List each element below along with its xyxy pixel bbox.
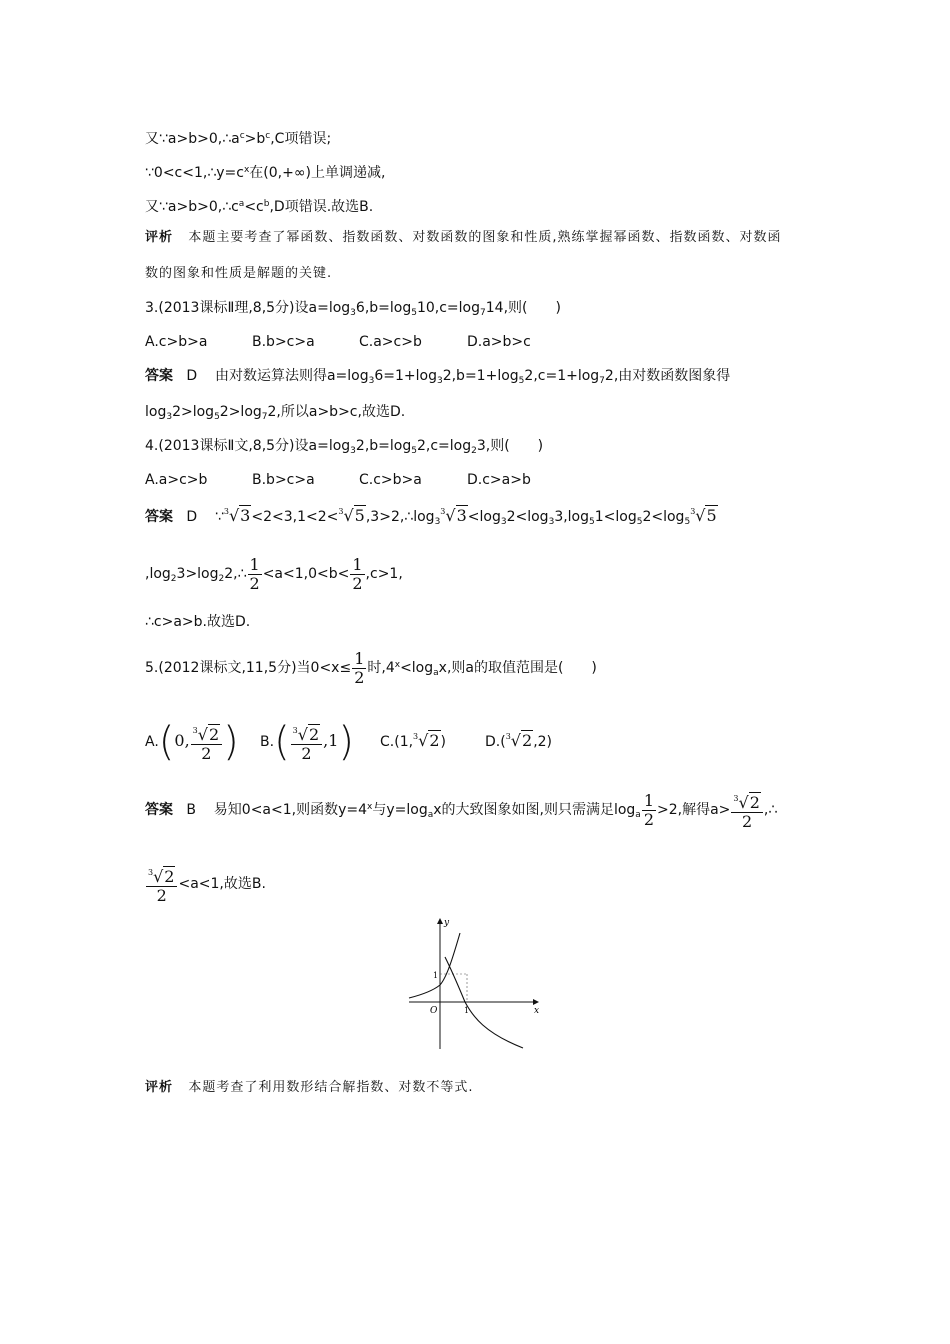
question-4-options: A.a>c>b B.b>c>a C.c>b>a D.c>a>b bbox=[145, 472, 531, 488]
fraction: $\frac{1}{2}$ bbox=[352, 554, 363, 593]
fraction: $\frac{1}{2}$ bbox=[354, 648, 365, 687]
question-4: 4.(2013课标Ⅱ文,8,5分)设$a=\log_32,b=\log_52,c=\log_23$,则( ) bbox=[145, 438, 544, 456]
cube-root: $^3$√5 bbox=[690, 506, 717, 525]
cube-root: $^3$√3 bbox=[223, 506, 251, 525]
exp-curve bbox=[409, 933, 460, 998]
x-label: x bbox=[534, 1006, 540, 1016]
question-3-options: A.c>b>a B.b>c>a C.a>c>b D.a>b>c bbox=[145, 334, 531, 350]
answer-3: 答案 D 由对数运算法则得$a=\log_36=1+\log_32,b=1+\log_52,c=1+\log_72$,由对数函数图象得 bbox=[145, 368, 731, 386]
cube-root: $^3$√3 bbox=[440, 506, 467, 525]
answer-4: 答案 D $\because^3√3<2<3,1<2<^3√5,3>2,\therefore\log_3^3√3<\log_32<\log_33,\log_51<\log_52<\log_5^3√5$ bbox=[145, 506, 717, 527]
fraction: $\frac{^3√2}{2}$ bbox=[146, 864, 177, 905]
x-tick-1: 1 bbox=[464, 1006, 470, 1015]
origin-label: O bbox=[430, 1006, 438, 1016]
option-d: D.($^3$√2,2) bbox=[485, 731, 553, 750]
question-5-options bbox=[145, 712, 552, 767]
fraction: $\frac{^3√2}{2}$ bbox=[731, 790, 762, 831]
analysis-block-cont: 数的图象和性质是解题的关键. bbox=[145, 266, 333, 281]
text-line: $\because 0<c<1,\therefore y=c^x$在(0,+∞)上单调递减, bbox=[145, 165, 386, 181]
answer-5: 答案 B 易知0<a<1,则函数$y=4^x$与$y=\log_ax$的大致图象如图,则只需满足$\log_a$ $\frac{1}{2}$ >2,解得a> $\frac{^3√2}{2}$ ,∴ bbox=[145, 790, 778, 831]
analysis-5: 评析 本题考查了利用数形结合解指数、对数不等式. bbox=[145, 1080, 474, 1095]
answer-5-cont: $\frac{^3√2}{2}$ <a<1,故选B. bbox=[145, 862, 266, 906]
text-line: 又$\because a>b>0,\therefore a^c>b^c,C$项错误; bbox=[145, 131, 332, 147]
text-line: 又$\because a>b>0,\therefore c^a<c^b,D$项错误.故选B. bbox=[145, 199, 374, 215]
fraction: $\frac{1}{2}$ bbox=[249, 554, 260, 593]
y-tick-1: 1 bbox=[433, 971, 439, 980]
analysis-block: 评析 本题主要考查了幂函数、指数函数、对数函数的图象和性质,熟练掌握幂函数、指数函数、对数函 bbox=[145, 230, 782, 245]
option-a: A.(0, $\frac{^3√2}{2}$ ) bbox=[145, 719, 239, 765]
question-3: 3.(2013课标Ⅱ理,8,5分)设$a=\log_36,b=\log_510,c=\log_714$,则( ) bbox=[145, 300, 561, 318]
question-5: 5.(2012课标文,11,5分)当0<x≤ $\frac{1}{2}$ 时$,4^x<\log_ax$,则a的取值范围是( ) bbox=[145, 648, 597, 687]
function-graph bbox=[405, 915, 545, 1055]
fraction: $\frac{1}{2}$ bbox=[643, 790, 654, 829]
cube-root: $^3$√5 bbox=[338, 506, 365, 525]
option-b: B.( $\frac{^3√2}{2}$ ,1) bbox=[260, 719, 355, 765]
answer-4-conclusion: ∴c>a>b.故选D. bbox=[145, 614, 251, 630]
y-label: y bbox=[444, 918, 450, 928]
answer-4-cont: $,\log_23>\log_22,\therefore$ $\frac{1}{2}$ <a<1,0<b< $\frac{1}{2}$ ,c>1, bbox=[145, 554, 403, 593]
answer-3-cont: $\log_32>\log_52>\log_72$,所以a>b>c,故选D. bbox=[145, 404, 406, 422]
option-c: C.(1,$^3$√2) bbox=[380, 731, 446, 750]
